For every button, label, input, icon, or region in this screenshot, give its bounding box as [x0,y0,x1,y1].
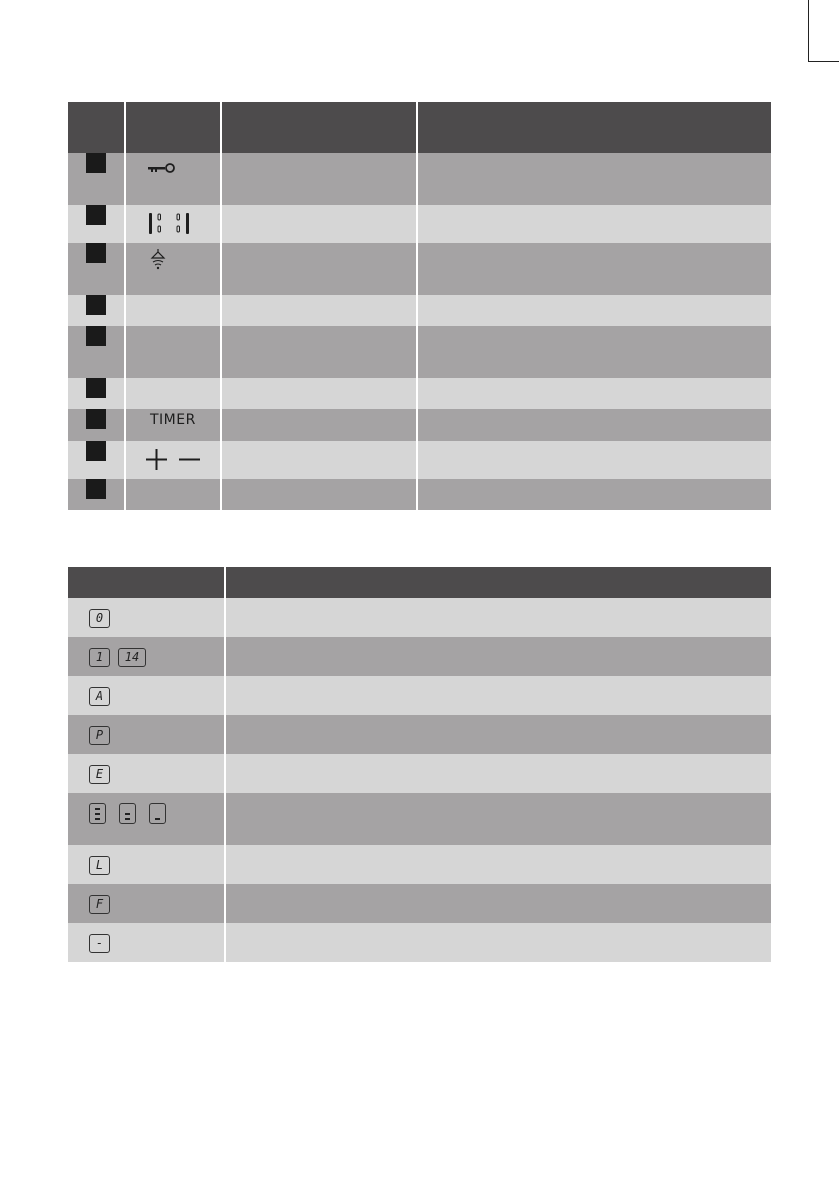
hob-to-hood-icon [148,248,168,272]
symbol-cell [125,409,221,441]
function-cell [221,243,417,295]
description-cell [225,793,771,845]
residual-heat-3-icon [89,803,106,824]
table-row [68,598,771,637]
table-row [68,676,771,715]
display-digit: F [89,895,110,914]
row-number-marker [86,205,106,225]
description-cell [417,479,771,510]
row-number-marker [86,479,106,499]
symbol-cell [125,479,221,510]
description-cell [225,754,771,793]
header-cell [68,567,225,598]
description-cell [225,715,771,754]
row-number-cell [68,441,125,479]
display-digit: A [89,687,110,706]
row-number-marker [86,326,106,346]
row-number-marker [86,295,106,315]
row-number-marker [86,153,106,173]
function-cell [221,409,417,441]
function-cell [221,479,417,510]
display-digit: 1 [89,648,110,667]
header-cell [221,102,417,153]
table-header-row [68,102,771,153]
table-row [68,378,771,409]
header-cell [125,102,221,153]
display-digit: - [89,934,110,953]
row-number-marker [86,409,106,429]
table-row [68,793,771,845]
description-cell [417,243,771,295]
residual-heat-1-icon [149,803,166,824]
symbol-cell [125,378,221,409]
control-panel-table [68,102,771,510]
crop-mark [808,61,839,62]
bridge-zones-icon [148,212,192,236]
display-cell [68,715,225,754]
table-row [68,715,771,754]
table-row [68,479,771,510]
function-cell [221,295,417,326]
display-table [68,567,771,962]
header-cell [225,567,771,598]
crop-mark [808,0,809,61]
display-digit: L [89,856,110,875]
description-cell [417,205,771,243]
residual-heat-2-icon [119,803,136,824]
description-cell [417,153,771,205]
display-cell [68,845,225,884]
function-cell [221,378,417,409]
row-number-cell [68,479,125,510]
table-row [68,295,771,326]
row-number-cell [68,378,125,409]
header-cell [68,102,125,153]
description-cell [417,295,771,326]
plus-minus-icon [146,449,204,471]
display-cell [68,923,225,962]
description-cell [225,923,771,962]
description-cell [417,441,771,479]
description-cell [417,378,771,409]
table-header-row [68,567,771,598]
function-cell [221,153,417,205]
table-row [68,637,771,676]
symbol-cell [125,243,221,295]
description-cell [225,637,771,676]
symbol-cell [125,153,221,205]
table-row [68,409,771,441]
row-number-cell [68,295,125,326]
table-row [68,243,771,295]
display-cell [68,676,225,715]
table-row [68,205,771,243]
display-cell [68,884,225,923]
description-cell [225,884,771,923]
description-cell [225,845,771,884]
display-cell [68,637,225,676]
description-cell [417,409,771,441]
symbol-cell [125,326,221,378]
timer-label: TIMER [150,412,196,428]
description-cell [225,598,771,637]
row-number-cell [68,409,125,441]
row-number-cell [68,153,125,205]
display-cell [68,754,225,793]
display-cell [68,793,225,845]
display-cell [68,598,225,637]
function-cell [221,205,417,243]
display-digit: P [89,726,110,745]
table-row [68,754,771,793]
display-digit: 14 [118,648,146,667]
table-row [68,153,771,205]
row-number-cell [68,243,125,295]
row-number-marker [86,243,106,263]
symbol-cell [125,441,221,479]
table-row [68,845,771,884]
key-lock-icon [148,162,178,176]
symbol-cell [125,295,221,326]
symbol-cell [125,205,221,243]
row-number-marker [86,378,106,398]
table-row [68,884,771,923]
description-cell [225,676,771,715]
row-number-cell [68,205,125,243]
header-cell [417,102,771,153]
display-digit: 0 [89,609,110,628]
description-cell [417,326,771,378]
function-cell [221,441,417,479]
table-row [68,441,771,479]
table-row [68,326,771,378]
function-cell [221,326,417,378]
table-row [68,923,771,962]
display-digit: E [89,765,110,784]
row-number-cell [68,326,125,378]
row-number-marker [86,441,106,461]
